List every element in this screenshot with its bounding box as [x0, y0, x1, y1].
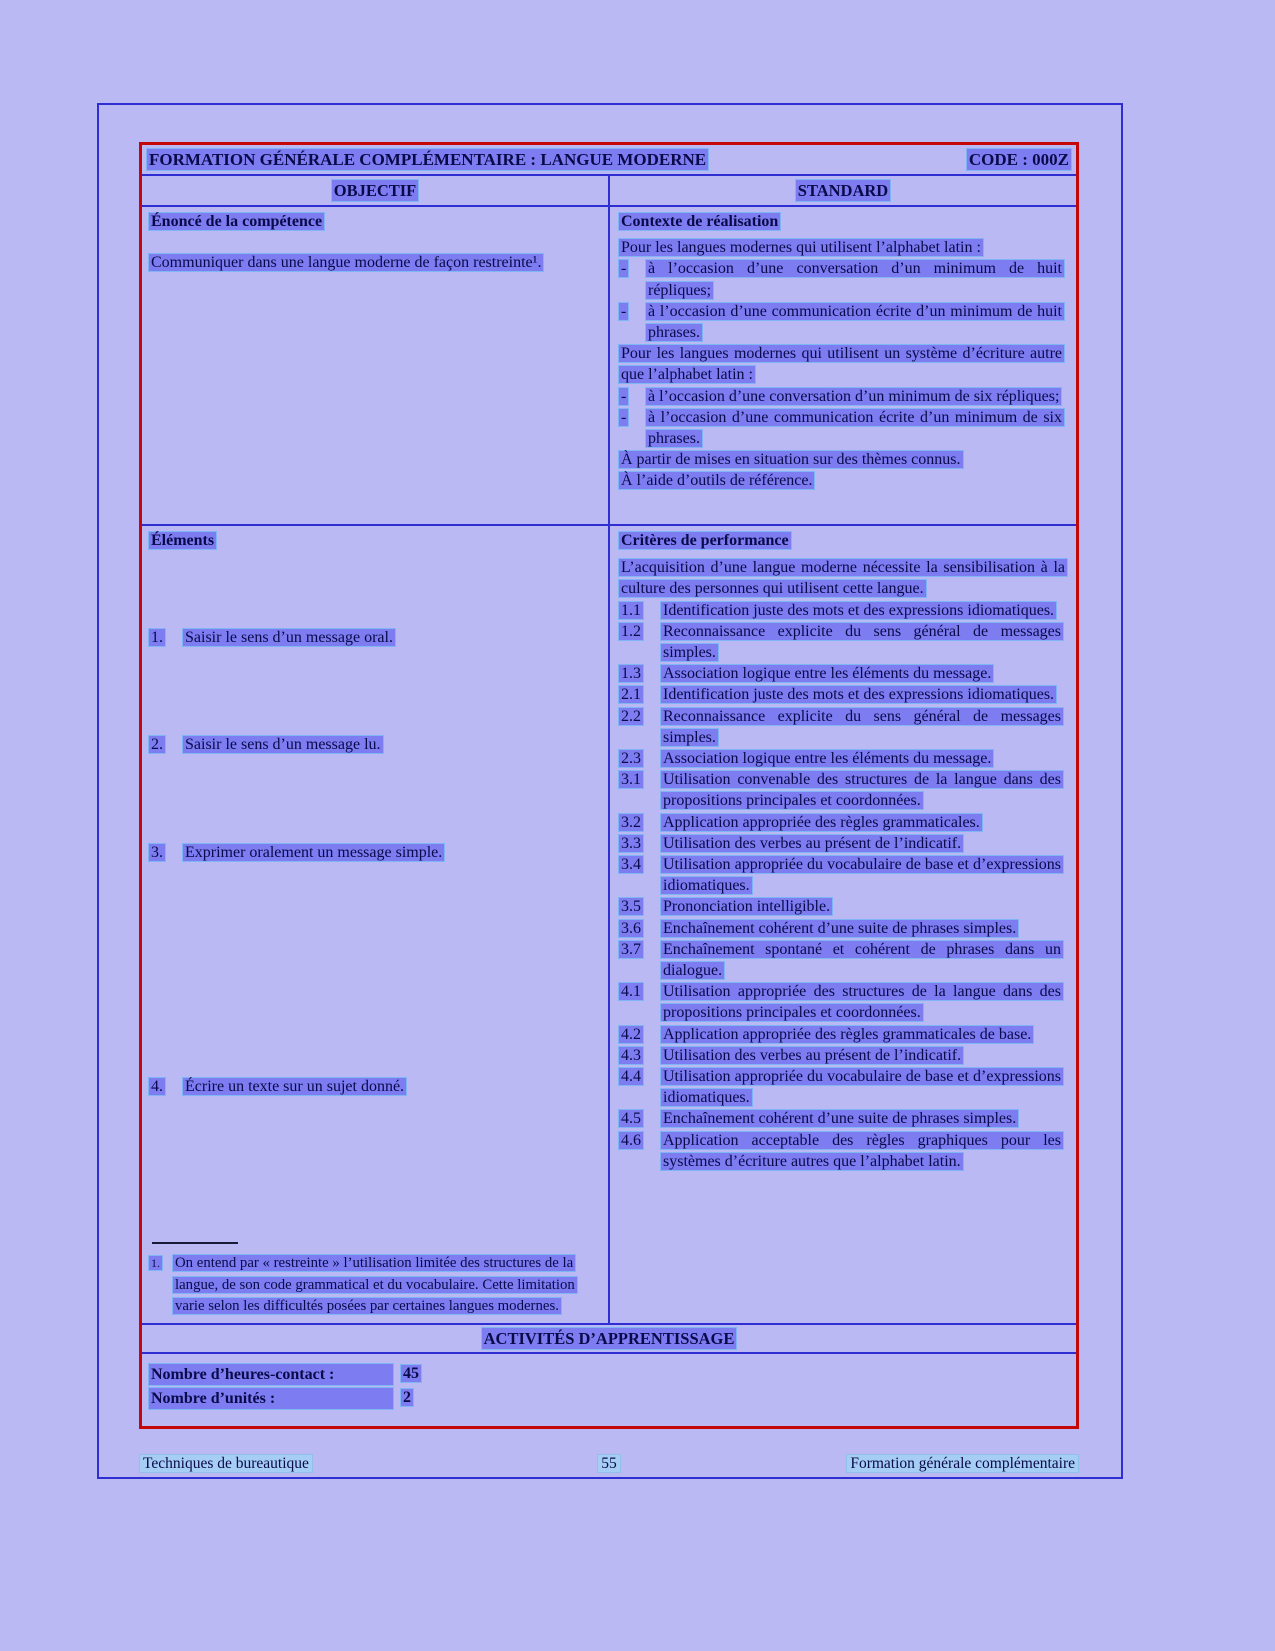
contexte-paragraph: À l’aide d’outils de référence.: [618, 470, 1065, 491]
critere-number: 2.3: [618, 748, 660, 769]
critere-number: 4.3: [618, 1045, 660, 1066]
element-text: Saisir le sens d’un message oral.: [182, 627, 602, 648]
activites-heading: ACTIVITÉS D’APPRENTISSAGE: [481, 1327, 738, 1350]
standard-column-header: STANDARD: [795, 179, 891, 202]
enonce-contexte-row: [142, 207, 1076, 524]
element-item: [148, 627, 602, 648]
footer-program-name: Techniques de bureautique: [139, 1453, 549, 1474]
contexte-bullet: [618, 386, 1065, 407]
nombre-section: [142, 1354, 1076, 1426]
critere-item: [618, 769, 1068, 811]
contexte-paragraph: Pour les langues modernes qui utilisent un système d’écriture autre que l’alphabet latin :: [618, 343, 1065, 385]
criteres-cell: [610, 526, 1076, 1323]
critere-number: 4.4: [618, 1066, 660, 1108]
footnote: [148, 1242, 602, 1319]
contexte-bullet: [618, 301, 1065, 343]
standard-column-header-cell: [610, 176, 1076, 205]
critere-item: [618, 812, 1068, 833]
critere-number: 1.3: [618, 663, 660, 684]
critere-number: 3.1: [618, 769, 660, 811]
contexte-paragraph: À partir de mises en situation sur des thèmes connus.: [618, 449, 1065, 470]
critere-text: Reconnaissance explicite du sens général de messages simples.: [660, 706, 1064, 748]
critere-text: Enchaînement spontané et cohérent de phrases dans un dialogue.: [660, 939, 1064, 981]
elements-heading: Éléments: [148, 530, 602, 551]
footnote-separator: [152, 1242, 238, 1244]
contexte-bullet: [618, 407, 1065, 449]
enonce-text: Communiquer dans une langue moderne de façon restreinte¹.: [148, 252, 553, 273]
critere-text: Application acceptable des règles graphiques pour les systèmes d’écriture autres que l’alphabet latin.: [660, 1130, 1064, 1172]
element-item: [148, 842, 602, 863]
contexte-heading: Contexte de réalisation: [618, 211, 1068, 232]
critere-text: Reconnaissance explicite du sens général de messages simples.: [660, 621, 1064, 663]
bullet-dash: -: [618, 258, 645, 300]
element-number: 1.: [148, 627, 182, 648]
contexte-list: [618, 237, 1065, 491]
enonce-heading: Énoncé de la compétence: [148, 211, 602, 232]
element-number: 2.: [148, 734, 182, 755]
bullet-dash: -: [618, 301, 645, 343]
heures-value: 45: [400, 1363, 422, 1386]
critere-item: [618, 621, 1068, 663]
critere-item: [618, 833, 1068, 854]
critere-item: [618, 684, 1068, 705]
critere-item: [618, 896, 1068, 917]
critere-number: 1.2: [618, 621, 660, 663]
critere-text: Utilisation appropriée du vocabulaire de base et d’expressions idiomatiques.: [660, 854, 1064, 896]
critere-item: [618, 939, 1068, 981]
critere-number: 3.7: [618, 939, 660, 981]
critere-text: Association logique entre les éléments du message.: [660, 748, 1064, 769]
bullet-dash: -: [618, 386, 645, 407]
contexte-bullet-text: à l’occasion d’une communication écrite d’un minimum de huit phrases.: [645, 301, 1065, 343]
element-number: 4.: [148, 1076, 182, 1097]
critere-text: Enchaînement cohérent d’une suite de phrases simples.: [660, 1108, 1064, 1129]
elements-cell: [142, 526, 610, 1323]
critere-text: Application appropriée des règles grammaticales de base.: [660, 1024, 1064, 1045]
contexte-cell: [610, 207, 1076, 524]
critere-number: 3.6: [618, 918, 660, 939]
element-number: 3.: [148, 842, 182, 863]
critere-number: 3.4: [618, 854, 660, 896]
critere-item: [618, 1066, 1068, 1108]
footer-section-name: Formation générale complémentaire: [669, 1453, 1079, 1474]
critere-number: 3.5: [618, 896, 660, 917]
critere-item: [618, 706, 1068, 748]
footnote-marker: 1.: [148, 1253, 172, 1317]
critere-number: 2.1: [618, 684, 660, 705]
unites-value: 2: [400, 1387, 414, 1410]
document-title: FORMATION GÉNÉRALE COMPLÉMENTAIRE : LANGUE MODERNE: [146, 148, 709, 171]
objectif-column-header: OBJECTIF: [331, 179, 420, 202]
critere-text: Utilisation appropriée du vocabulaire de base et d’expressions idiomatiques.: [660, 1066, 1064, 1108]
critere-text: Utilisation des verbes au présent de l’indicatif.: [660, 1045, 1064, 1066]
objectif-column-header-cell: [142, 176, 610, 205]
heures-label: Nombre d’heures-contact :: [148, 1363, 400, 1386]
critere-item: [618, 748, 1068, 769]
critere-item: [618, 600, 1068, 621]
critere-number: 4.1: [618, 981, 660, 1023]
critere-item: [618, 1024, 1068, 1045]
enonce-cell: [142, 207, 610, 524]
activites-banner: [142, 1323, 1076, 1354]
critere-number: 4.2: [618, 1024, 660, 1045]
critere-text: Utilisation des verbes au présent de l’indicatif.: [660, 833, 1064, 854]
contexte-bullet-text: à l’occasion d’une communication écrite d’un minimum de six phrases.: [645, 407, 1065, 449]
competency-table: [139, 142, 1079, 1429]
critere-text: Identification juste des mots et des expressions idiomatiques.: [660, 600, 1064, 621]
document-code: CODE : 000Z: [966, 148, 1072, 171]
critere-item: [618, 981, 1068, 1023]
footer-page-number: 55: [549, 1453, 669, 1474]
elements-criteres-row: [142, 524, 1076, 1323]
critere-text: Enchaînement cohérent d’une suite de phrases simples.: [660, 918, 1064, 939]
column-header-row: [142, 176, 1076, 207]
critere-item: [618, 1130, 1068, 1172]
critere-text: Identification juste des mots et des expressions idiomatiques.: [660, 684, 1064, 705]
contexte-bullet-text: à l’occasion d’une conversation d’un minimum de six répliques;: [645, 386, 1065, 407]
element-item: [148, 1076, 602, 1097]
critere-item: [618, 1108, 1068, 1129]
critere-number: 1.1: [618, 600, 660, 621]
footnote-text: On entend par « restreinte » l’utilisation limitée des structures de la langue, de son code grammatical et du vocabulaire. Cette limitation varie selon les difficultés posées par certaines langues modernes.: [172, 1253, 580, 1317]
element-text: Écrire un texte sur un sujet donné.: [182, 1076, 602, 1097]
element-text: Exprimer oralement un message simple.: [182, 842, 602, 863]
critere-item: [618, 854, 1068, 896]
critere-number: 3.2: [618, 812, 660, 833]
footnote-body: [148, 1253, 602, 1317]
critere-text: Prononciation intelligible.: [660, 896, 1064, 917]
bullet-dash: -: [618, 407, 645, 449]
criteres-heading: Critères de performance: [618, 530, 1068, 551]
critere-number: 2.2: [618, 706, 660, 748]
page-footer: [139, 1453, 1079, 1474]
critere-text: Utilisation appropriée des structures de la langue dans des propositions principales et coordonnées.: [660, 981, 1064, 1023]
unites-label: Nombre d’unités :: [148, 1387, 400, 1410]
critere-text: Application appropriée des règles grammaticales.: [660, 812, 1064, 833]
element-item: [148, 734, 602, 755]
contexte-bullet-text: à l’occasion d’une conversation d’un minimum de huit répliques;: [645, 258, 1065, 300]
critere-item: [618, 663, 1068, 684]
critere-text: Utilisation convenable des structures de la langue dans des propositions principales et coordonnées.: [660, 769, 1064, 811]
element-text: Saisir le sens d’un message lu.: [182, 734, 602, 755]
table-header-row: [142, 145, 1076, 176]
criteres-intro: L’acquisition d’une langue moderne nécessite la sensibilisation à la culture des personnes qui utilisent cette langue.: [618, 557, 1068, 599]
critere-number: 3.3: [618, 833, 660, 854]
critere-number: 4.5: [618, 1108, 660, 1129]
critere-item: [618, 918, 1068, 939]
critere-item: [618, 1045, 1068, 1066]
critere-text: Association logique entre les éléments du message.: [660, 663, 1064, 684]
contexte-bullet: [618, 258, 1065, 300]
page-frame: [97, 103, 1123, 1479]
critere-number: 4.6: [618, 1130, 660, 1172]
contexte-paragraph: Pour les langues modernes qui utilisent l’alphabet latin :: [618, 237, 1065, 258]
heures-contact-line: [148, 1363, 1070, 1386]
unites-line: [148, 1387, 1070, 1410]
